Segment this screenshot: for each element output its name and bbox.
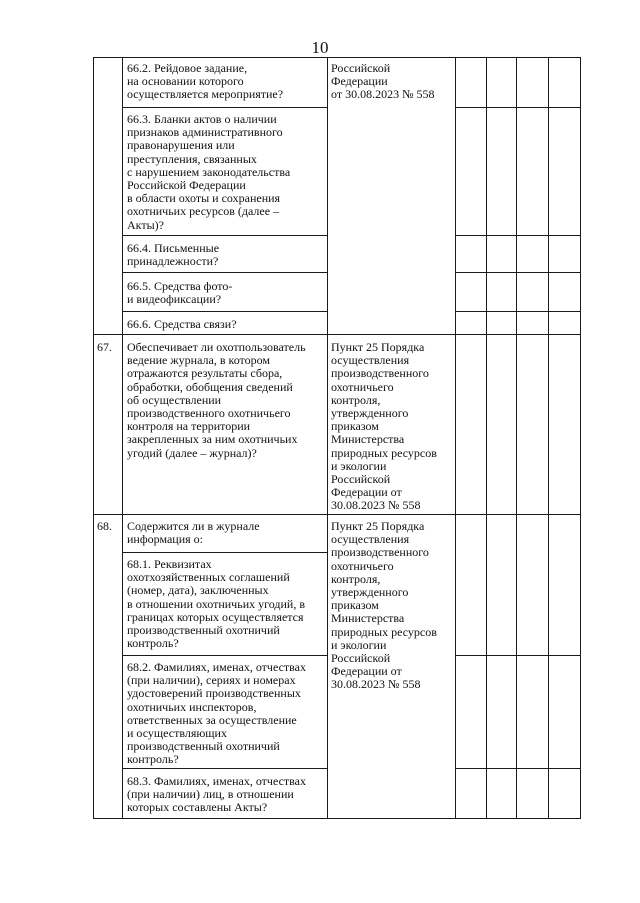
question-66-4: 66.4. Письменные принадлежности?: [127, 241, 220, 269]
question-66-6: 66.6. Средства связи?: [127, 317, 237, 331]
table-rule: [455, 655, 580, 656]
question-66-3: 66.3. Бланки актов о наличии признаков административного правонарушения или преступления, связанных с нарушением законодательства Российской Федерации в области охоты и сохранения охотничьих ресурсов (далее – Акты)?: [127, 112, 291, 232]
table-rule: [93, 57, 580, 58]
table-rule: [486, 57, 487, 819]
table-rule: [548, 57, 549, 819]
table-rule: [93, 57, 94, 819]
table-rule: [122, 311, 327, 312]
table-rule: [455, 235, 580, 236]
legal-reference-66: Российской Федерации от 30.08.2023 № 558: [331, 61, 435, 102]
question-68-2: 68.2. Фамилиях, именах, отчествах (при наличии), сериях и номерах удостоверений производственных охотничьих инспекторов, ответственных за осуществление и осуществляющих производственный охотничий контроль?: [127, 660, 306, 767]
question-66-2: 66.2. Рейдовое задание, на основании которого осуществляется мероприятие?: [127, 61, 284, 102]
table-rule: [455, 311, 580, 312]
legal-reference-68: Пункт 25 Порядка осуществления производственного охотничьего контроля, утвержденного приказом Министерства природных ресурсов и экологии Российской Федерации от 30.08.2023 № 558: [331, 519, 437, 692]
table-rule: [455, 768, 580, 769]
table-rule: [93, 514, 580, 515]
table-rule: [122, 768, 327, 769]
page-number: 10: [311, 38, 329, 57]
question-66-5: 66.5. Средства фото- и видеофиксации?: [127, 279, 233, 307]
row-number-68: 68.: [97, 519, 112, 533]
table-rule: [516, 57, 517, 819]
table-rule: [580, 57, 581, 819]
question-68: Содержится ли в журнале информация о:: [127, 519, 260, 547]
table-rule: [122, 57, 123, 819]
table-rule: [122, 655, 327, 656]
table-rule: [455, 272, 580, 273]
table-rule: [122, 272, 327, 273]
table-rule: [122, 107, 327, 108]
table-rule: [93, 334, 580, 335]
table-rule: [455, 107, 580, 108]
legal-reference-67: Пункт 25 Порядка осуществления производственного охотничьего контроля, утвержденного приказом Министерства природных ресурсов и экологии Российской Федерации от 30.08.2023 № 558: [331, 340, 437, 513]
row-number-67: 67.: [97, 340, 112, 354]
table-rule: [122, 552, 327, 553]
question-68-1: 68.1. Реквизитах охотхозяйственных соглашений (номер, дата), заключенных в отношении охотничьих угодий, в границах которых осуществляется производственный охотничий контроль?: [127, 557, 306, 651]
table-rule: [93, 818, 580, 819]
question-68-3: 68.3. Фамилиях, именах, отчествах (при наличии) лиц, в отношении которых составлены Акты?: [127, 774, 306, 815]
question-67: Обеспечивает ли охотпользователь ведение журнала, в котором отражаются результаты сбора, обработки, обобщения сведений об осуществлении производственного охотничьего контроля на территории закрепленных за ним охотничьих угодий (далее – журнал)?: [127, 340, 306, 460]
table-rule: [327, 57, 328, 819]
table-rule: [455, 57, 456, 819]
table-rule: [122, 235, 327, 236]
